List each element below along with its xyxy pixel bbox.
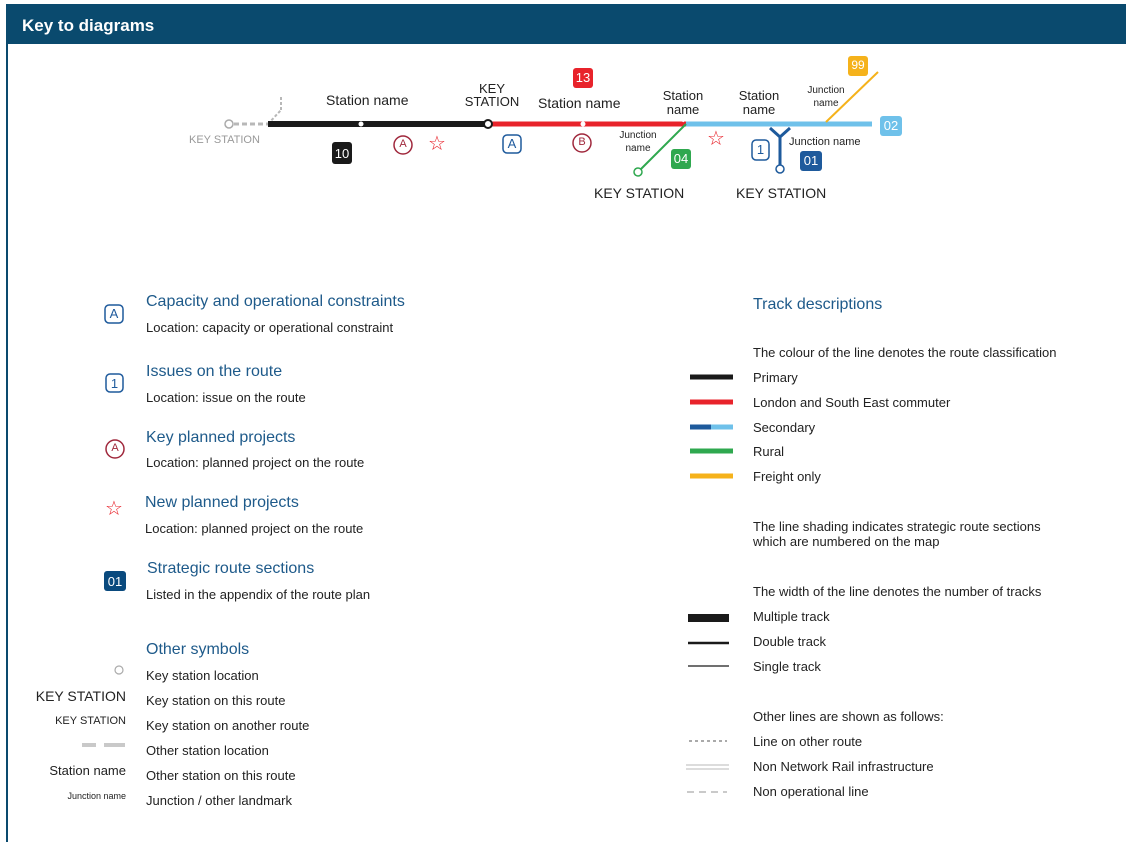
secondary-key-station-marker [776,165,784,173]
new-project-star-icon: ☆ [707,128,725,150]
new-projects-desc: Location: planned project on the route [145,521,364,536]
key-project-icon-text: A [399,138,407,150]
other-lines-intro: Other lines are shown as follows: [753,709,944,724]
width-intro: The width of the line denotes the number of tracks [753,584,1042,599]
new-project-star-icon: ☆ [428,133,446,155]
section-badge-13-text: 13 [575,70,591,85]
track-width-label: Multiple track [753,609,830,624]
section-badge-99-text: 99 [851,58,865,72]
track-class-label: Freight only [753,469,821,484]
shading-intro-line-1: The line shading indicates strategic route sections [753,519,1041,534]
track-descriptions-title: Track descriptions [753,296,883,313]
key-station-other-route-sample: KEY STATION [55,715,126,727]
capacity-title: Capacity and operational constraints [146,293,405,310]
section-badge-04-text: 04 [673,151,689,166]
station-name-label: Station name [538,95,621,111]
track-width-label: Double track [753,634,826,649]
key-station-location-icon [115,666,123,674]
other-symbol-label: Other station on this route [146,768,296,783]
rural-key-station-marker [634,168,642,176]
key-project-icon-text: A [111,442,119,454]
strategic-title: Strategic route sections [147,560,315,577]
key-station-marker [484,120,492,128]
key-station-label: KEY STATION [464,81,520,109]
issue-icon-text: 1 [756,142,765,157]
capacity-desc: Location: capacity or operational constraint [146,320,394,335]
other-symbol-label: Junction / other landmark [146,793,292,808]
station-name-sample: Station name [49,763,126,778]
other-symbols-title: Other symbols [146,641,250,658]
station-name-label: Station name [738,88,780,117]
issues-title: Issues on the route [146,363,283,380]
capacity-icon-text: A [109,306,119,321]
station-name-label: Station name [326,92,409,108]
shading-intro-line-2: which are numbered on the map [753,534,940,549]
section-badge-10-text: 10 [334,146,350,161]
junction-name-label: Junction name [619,130,657,154]
other-symbol-label: Key station on another route [146,718,310,733]
junction-name-sample: Junction name [67,791,126,801]
colour-intro: The colour of the line denotes the route classification [753,345,1057,360]
station-name-label: Station name [662,88,704,117]
key-projects-desc: Location: planned project on the route [146,455,365,470]
track-class-label: Rural [753,444,785,459]
key-station-label: KEY STATION [736,185,827,201]
other-line-label: Non operational line [753,784,869,799]
key-station-sample: KEY STATION [35,688,126,704]
issue-icon-text: 1 [110,376,119,391]
other-line-label: Line on other route [753,734,863,749]
grey-key-station-label: KEY STATION [189,134,260,146]
track-class-label: Primary [753,370,798,385]
other-line-label: Non Network Rail infrastructure [753,759,934,774]
station-dot [359,122,364,127]
page-title: Key to diagrams [22,16,155,35]
key-projects-title: Key planned projects [146,429,296,446]
track-class-label: Secondary [753,420,816,435]
key-station-label: KEY STATION [594,185,685,201]
other-symbol-label: Key station location [146,668,259,683]
section-badge-01-text: 01 [803,153,819,168]
new-project-star-icon: ☆ [105,498,123,520]
track-width-label: Single track [753,659,821,674]
grey-key-station-marker [225,120,233,128]
junction-name-label: Junction name [789,136,861,148]
junction-name-label: Junction name [807,85,845,109]
section-badge-02-text: 02 [883,118,899,133]
other-symbol-label: Other station location [146,743,269,758]
key-project-icon-text: B [578,136,586,148]
station-dot [581,122,586,127]
capacity-icon-text: A [507,136,517,151]
track-class-label: London and South East commuter [753,395,951,410]
strategic-desc: Listed in the appendix of the route plan [146,587,371,602]
secondary-junction-fork [770,128,790,137]
issues-desc: Location: issue on the route [146,390,306,405]
other-symbol-label: Key station on this route [146,693,286,708]
new-projects-title: New planned projects [145,494,299,511]
strategic-icon-text: 01 [107,574,123,589]
